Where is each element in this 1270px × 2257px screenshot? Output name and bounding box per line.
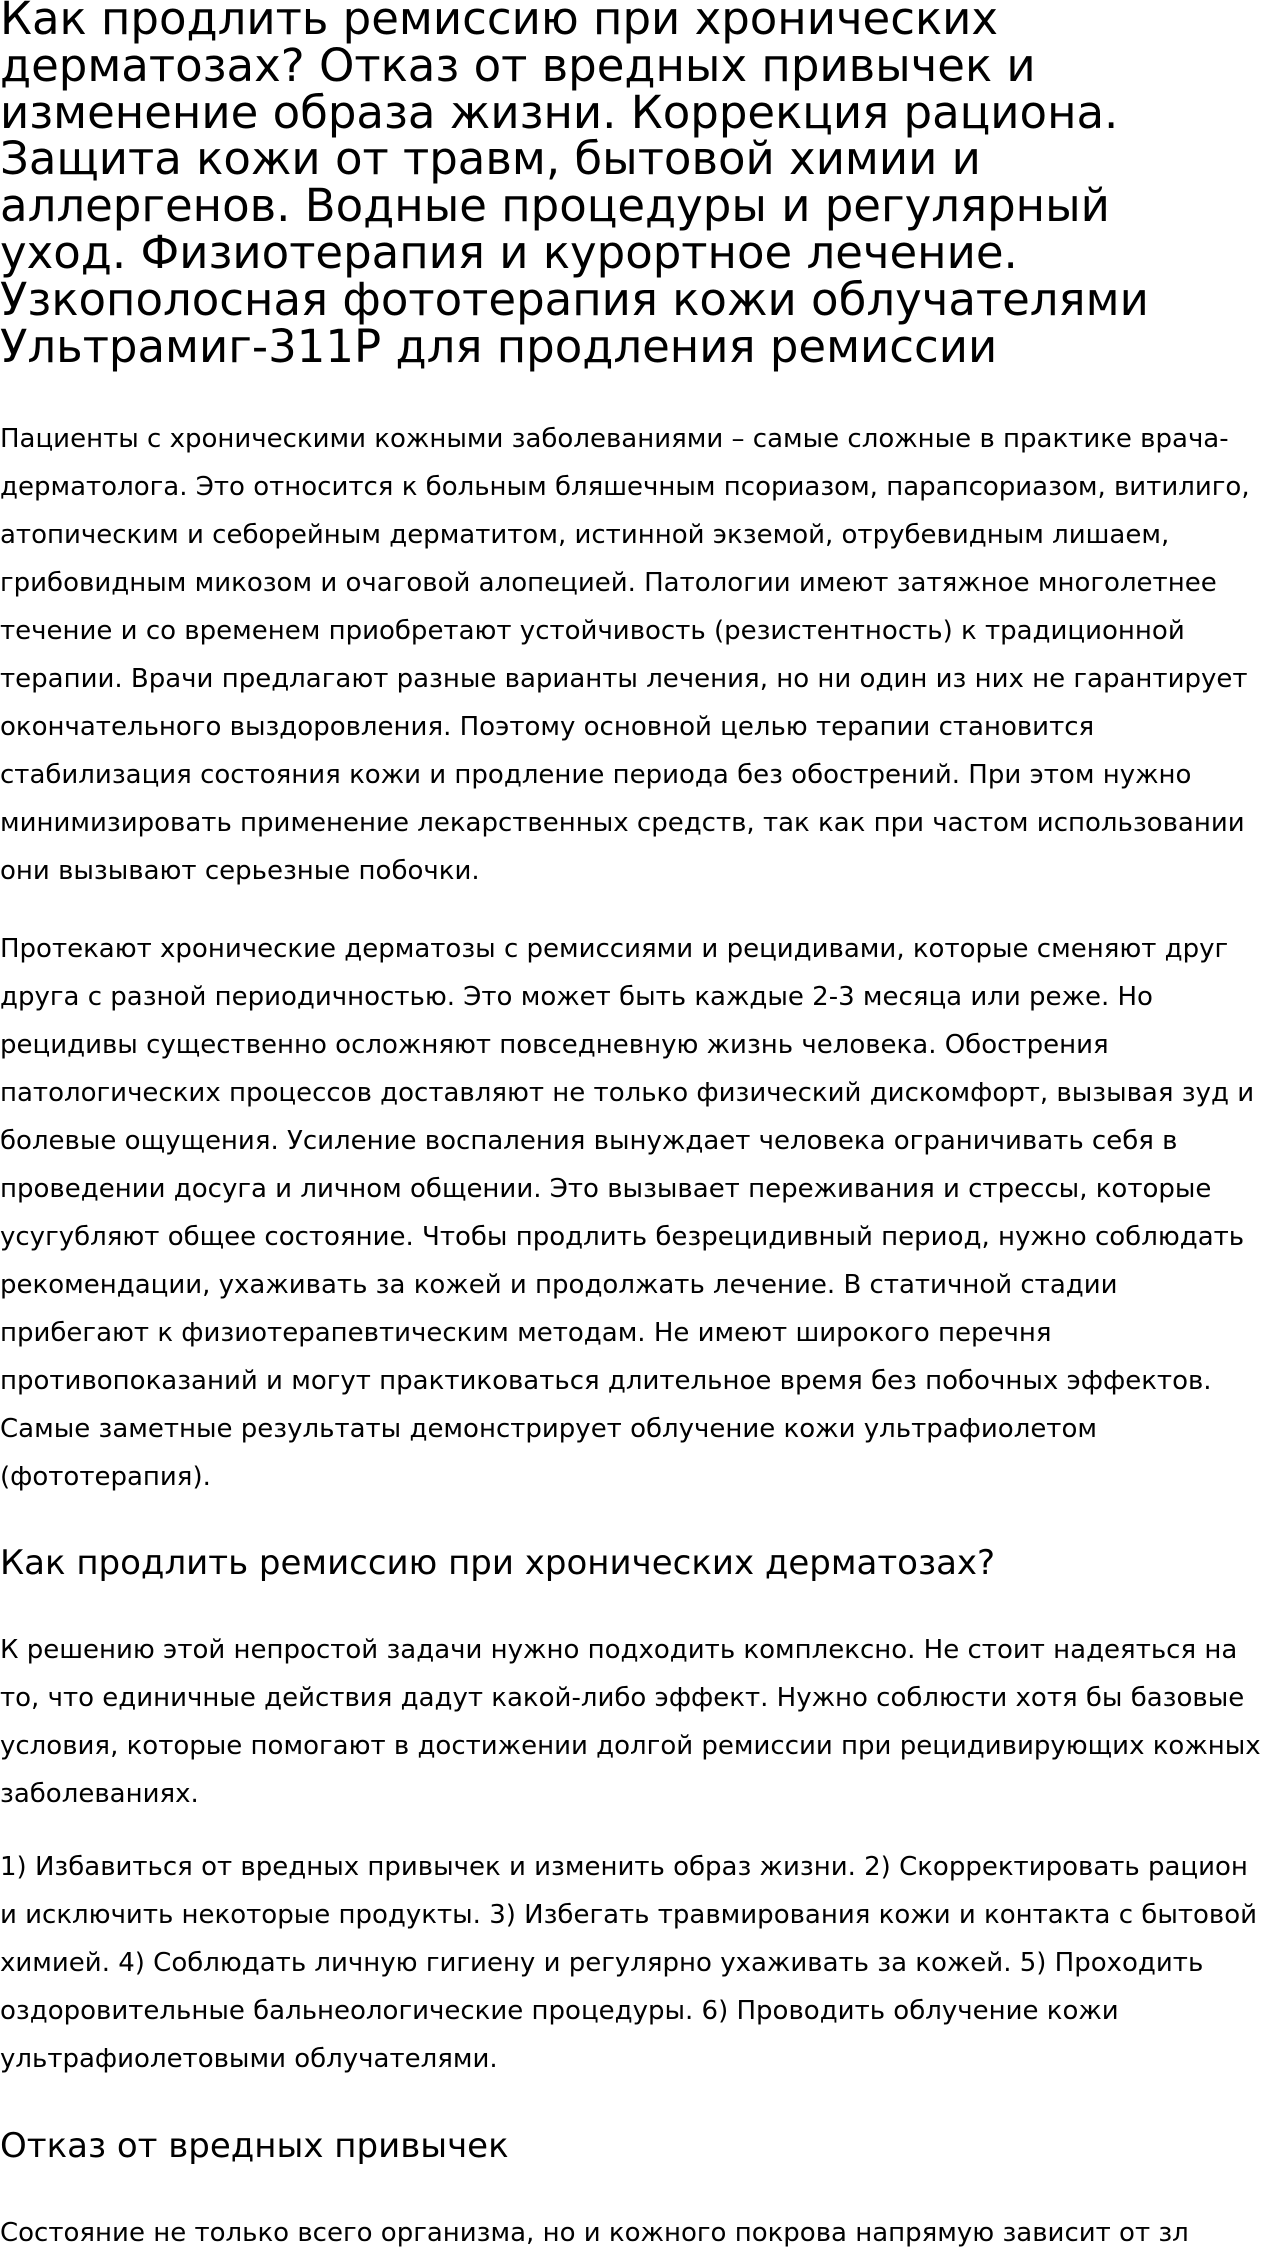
section-1-paragraph-1: К решению этой непростой задачи нужно подходить комплексно. Не стоит надеяться на то, что единичные действия дадут какой-либо эффект. Нужно соблюсти хотя бы базовые условия, которые помогают в достижении долгой ремиссии при рецидивирующих кожных заболеваниях. (0, 1635, 1261, 1809)
intro-paragraph-2: Протекают хронические дерматозы с ремиссиями и рецидивами, которые сменяют друг друга с разной периодичностью. Это может быть каждые 2-3 месяца или реже. Но рецидивы существенно осложняют повседневную жизнь человека. Обострения патологических процессов доставляют не только физический дискомфорт, вызывая зуд и болевые ощущения. Усиление воспаления вынуждает человека ограничивать себя в проведении досуга и личном общении. Это вызывает переживания и стрессы, которые усугубляют общее состояние. Чтобы продлить безрецидивный период, нужно соблюдать рекомендации, ухаживать за кожей и продолжать лечение. В статичной стадии прибегают к физиотерапевтическим методам. Не имеют широкого перечня противопоказаний и могут практиковаться длительное время без побочных эффектов. Самые заметные результаты демонстрирует облучение кожи ультрафиолетом (фототерапия). (0, 934, 1255, 1492)
article-title: Как продлить ремиссию при хронических дерматозах? Отказ от вредных привычек и изменение образа жизни. Коррекция рациона. Защита кожи от травм, бытовой химии и аллергенов. Водные процедуры и регулярный уход. Физиотерапия и курортное лечение. Узкополосная фототерапия кожи облучателями Ультрамиг-311Р для продления ремиссии (0, 0, 1149, 373)
section-heading-bad-habits: Отказ от вредных привычек (0, 2126, 509, 2166)
intro-paragraph-1: Пациенты с хроническими кожными заболеваниями – самые сложные в практике врача-дерматолога. Это относится к больным бляшечным псориазом, парапсориазом, витилиго, атопическим и себорейным дерматитом, истинной экземой, отрубевидным лишаем, грибовидным микозом и очаговой алопецией. Патологии имеют затяжное многолетнее течение и со временем приобретают устойчивость (резистентность) к традиционной терапии. Врачи предлагают разные варианты лечения, но ни один из них не гарантирует окончательного выздоровления. Поэтому основной целью терапии становится стабилизация состояния кожи и продление периода без обострений. При этом нужно минимизировать применение лекарственных средств, так как при частом использовании они вызывают серьезные побочки. (0, 424, 1250, 886)
section-1-paragraph-2: 1) Избавиться от вредных привычек и изменить образ жизни. 2) Скорректировать рацион и исключить некоторые продукты. 3) Избегать травмирования кожи и контакта с бытовой химией. 4) Соблюдать личную гигиену и регулярно ухаживать за кожей. 5) Проходить оздоровительные бальнеологические процедуры. 6) Проводить облучение кожи ультрафиолетовыми облучателями. (0, 1852, 1258, 2074)
section-heading-prolong-remission: Как продлить ремиссию при хронических дерматозах? (0, 1543, 996, 1583)
section-2-paragraph-1: Состояние не только всего организма, но и кожного покрова напрямую зависит от зл (0, 2218, 1189, 2248)
